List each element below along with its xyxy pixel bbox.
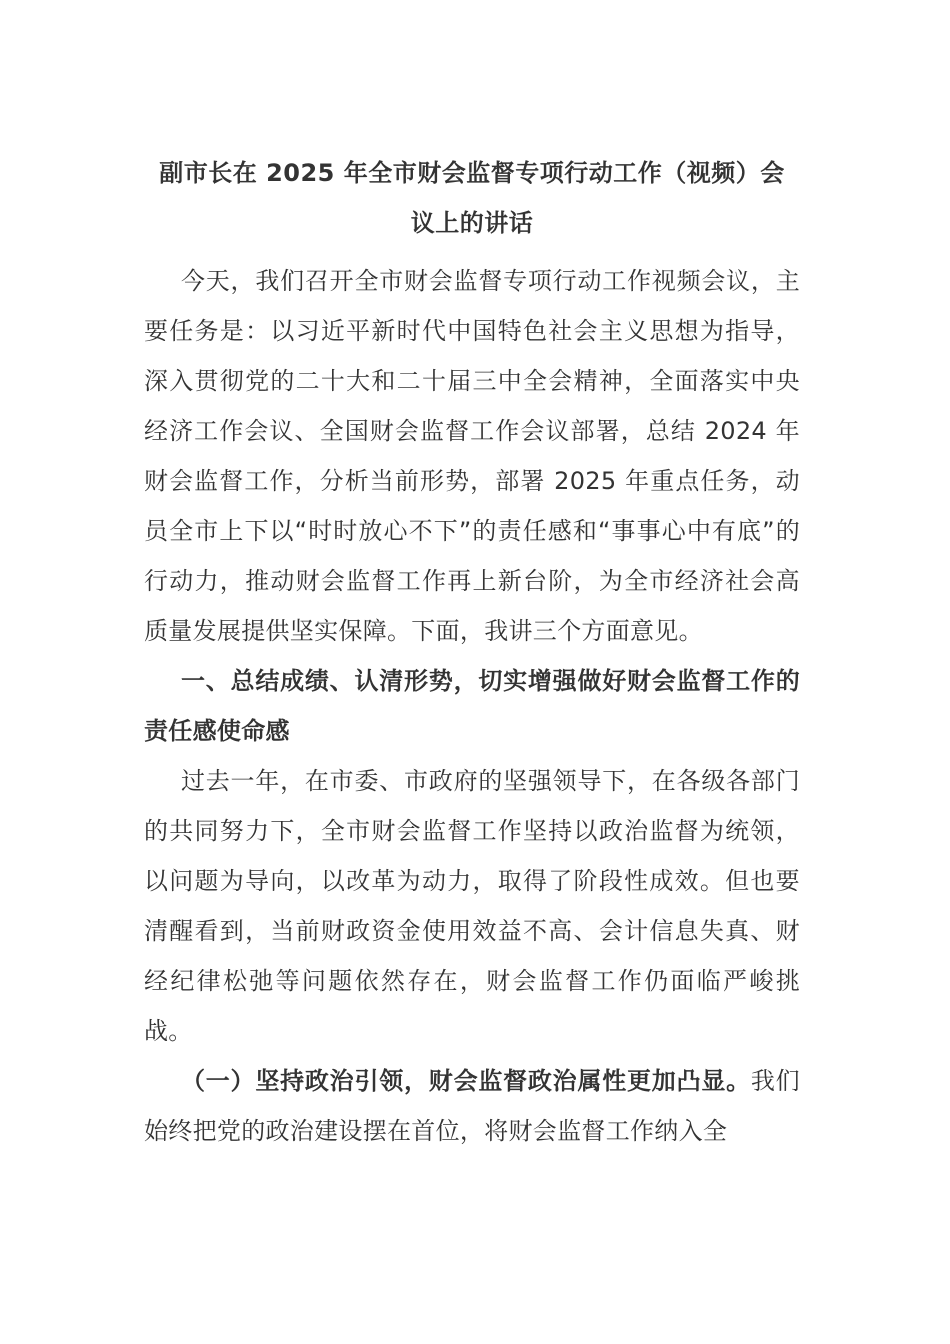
document-body [144, 148, 800, 1156]
title-line-2: 议上的讲话 [410, 209, 534, 237]
title-line-1: 副市长在 2025 年全市财会监督专项行动工作（视频）会 [159, 159, 785, 187]
subsection-heading-1: （一）坚持政治引领，财会监督政治属性更加凸显。 [181, 1067, 751, 1095]
paragraph-intro: 今天，我们召开全市财会监督专项行动工作视频会议，主要任务是：以习近平新时代中国特色社会主义思想为指导，深入贯彻党的二十大和二十届三中全会精神，全面落实中央经济工作会议、全国财会监督工作会议部署，总结 2024 年财会监督工作，分析当前形势，部署 2025 年重点任务，动员全市上下以“时时放心不下”的责任感和“事事心中有底”的行动力，推动财会监督工作再上新台阶，为全市经济社会高质量发展提供坚实保障。下面，我讲三个方面意见。 [144, 267, 800, 645]
paragraph-review: 过去一年，在市委、市政府的坚强领导下，在各级各部门的共同努力下，全市财会监督工作坚持以政治监督为统领，以问题为导向，以改革为动力，取得了阶段性成效。但也要清醒看到，当前财政资金使用效益不高、会计信息失真、财经纪律松弛等问题依然存在，财会监督工作仍面临严峻挑战。 [144, 767, 800, 1045]
paragraph-subsection-1 [144, 1056, 800, 1156]
subsection-text-1: 我们始终把党的政治建设摆在首位，将财会监督工作纳入全 [144, 1067, 800, 1145]
section-heading-1: 一、总结成绩、认清形势，切实增强做好财会监督工作的责任感使命感 [144, 667, 800, 745]
document-title [144, 148, 800, 248]
